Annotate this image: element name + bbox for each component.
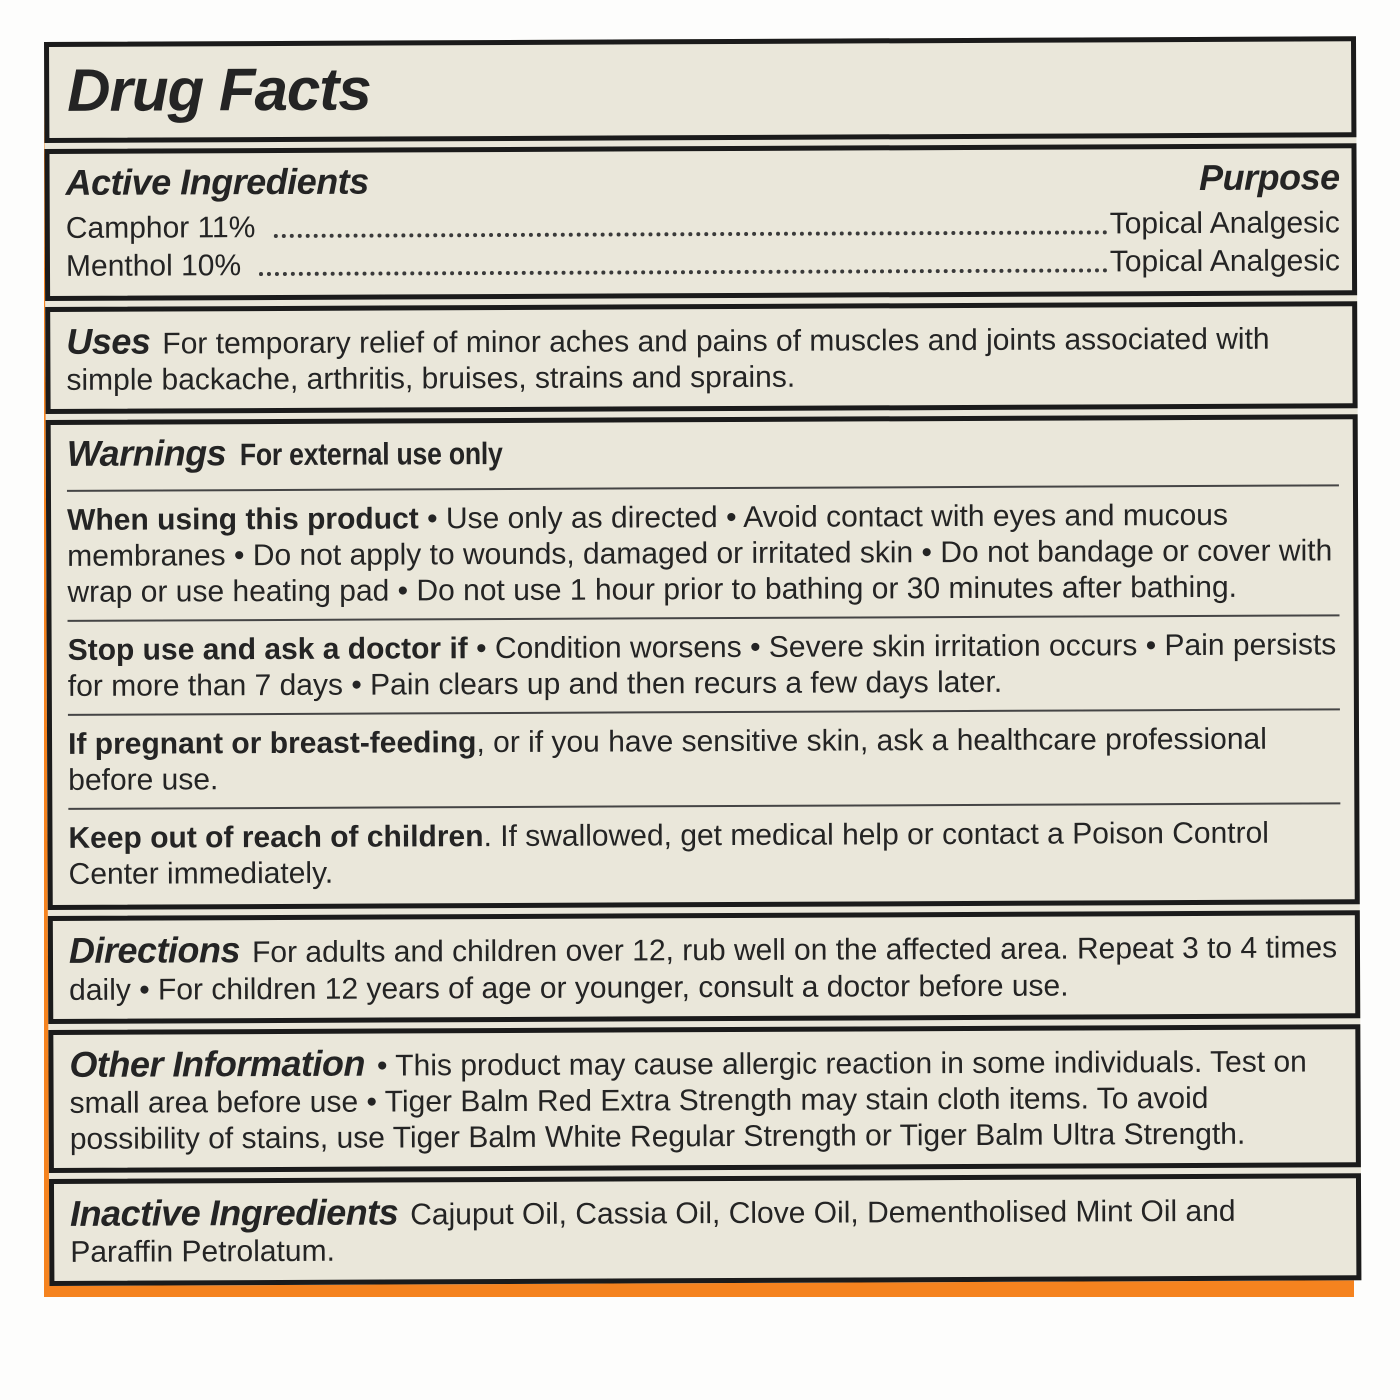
- purpose-value: Topical Analgesic: [1109, 244, 1341, 279]
- active-ingredients-heading: Active Ingredients: [65, 160, 369, 203]
- directions-text: For adults and children over 12, rub well on the affected area. Repeat 3 to 4 times daily • For children 12 years of age or younger, consult a doctor before use.: [69, 931, 1338, 1007]
- warning-lead: If pregnant or breast-feeding: [67, 726, 477, 762]
- divider-rule: [68, 709, 1340, 717]
- divider-rule: [68, 615, 1340, 623]
- warnings-heading: Warnings: [66, 432, 227, 475]
- package-photo: [44, 42, 1356, 1286]
- warnings-section: [46, 415, 1360, 911]
- warning-pregnant: [68, 722, 1342, 800]
- ingredient-row: [66, 204, 1340, 248]
- page-title: Drug Facts: [67, 55, 371, 124]
- inactive-ingredients-text: Cajuput Oil, Cassia Oil, Clove Oil, Dementholised Mint Oil and Paraffin Petrolatum.: [70, 1194, 1236, 1269]
- warning-text: . If swallowed, get medical help or contact a Poison Control Center immediately.: [68, 817, 1270, 892]
- warning-when-using: [67, 498, 1341, 612]
- inactive-ingredients-section: [49, 1173, 1361, 1286]
- inactive-ingredients-heading: Inactive Ingredients: [70, 1191, 399, 1234]
- divider-rule: [67, 485, 1339, 493]
- warning-lead: Stop use and ask a doctor if: [67, 632, 468, 668]
- warning-text: • Condition worsens • Severe skin irritation occurs • Pain persists for more than 7 days • Pain clears up and then recurs a few days later.: [67, 628, 1337, 704]
- ingredient-name: Menthol 10%: [65, 249, 242, 283]
- ingredient-name: Camphor 11%: [65, 211, 256, 245]
- uses-text: For temporary relief of minor aches and pains of muscles and joints associated with simple backache, arthritis, bruises, strains and sprains.: [66, 322, 1270, 398]
- directions-heading: Directions: [68, 929, 241, 972]
- directions-section: [48, 911, 1360, 1024]
- dotted-leader: [273, 230, 1107, 238]
- uses-section: [45, 301, 1357, 414]
- warning-stop-use: [68, 628, 1342, 706]
- ingredient-row: [66, 242, 1340, 286]
- warning-text: , or if you have sensitive skin, ask a healthcare professional before use.: [68, 723, 1267, 798]
- other-information-text: • This product may cause allergic reaction in some individuals. Test on small area before use • Tiger Balm Red Extra Strength may stain cloth items. To avoid possibility of stains, use Tiger Balm White Regular Strength or Tiger Balm Ultra Strength.: [69, 1045, 1307, 1156]
- external-use-only-note: For external use only: [240, 436, 503, 473]
- divider-rule: [68, 803, 1340, 811]
- warning-lead: Keep out of reach of children: [68, 820, 484, 856]
- drug-facts-label: [44, 36, 1361, 1286]
- other-information-section: [48, 1024, 1361, 1173]
- purpose-heading: Purpose: [1198, 156, 1340, 198]
- uses-heading: Uses: [66, 320, 151, 363]
- title-section: [44, 36, 1356, 143]
- other-information-heading: Other Information: [69, 1042, 366, 1085]
- active-ingredients-section: [44, 143, 1357, 301]
- purpose-value: Topical Analgesic: [1109, 206, 1340, 241]
- warning-text: • Use only as directed • Avoid contact with eyes and mucous membranes • Do not apply to wounds, damaged or irritated skin • Do not bandage or cover with wrap or use heating pad • Do not use 1 hour prior to bathing or 30 minutes after bathing.: [67, 499, 1333, 610]
- warning-keep-out: [68, 816, 1342, 894]
- warning-lead: When using this product: [67, 502, 419, 538]
- dotted-leader: [259, 269, 1108, 277]
